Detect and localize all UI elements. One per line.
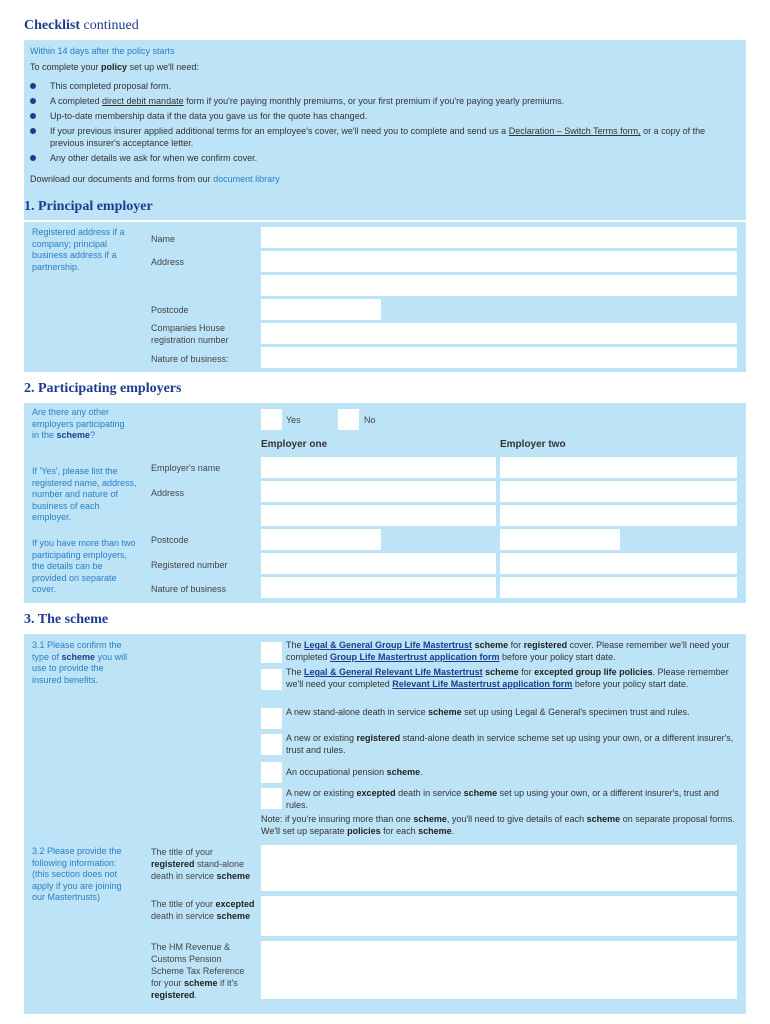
label-text: .	[194, 990, 198, 1000]
scheme-title: 3. The scheme	[24, 612, 109, 627]
opt-text: A new or existing	[286, 733, 357, 743]
principal-address-field-2[interactable]	[261, 275, 737, 296]
note-text: for each	[380, 825, 419, 836]
participating-panel	[24, 403, 746, 603]
option-registered-own-text	[286, 733, 741, 756]
question-text: Are there any other employers participating in the	[32, 407, 125, 440]
no-checkbox[interactable]	[338, 409, 359, 430]
nature-label: Nature of business:	[151, 354, 229, 364]
employer-two-address-field-1[interactable]	[500, 481, 737, 502]
direct-debit-link[interactable]: direct debit mandate	[102, 96, 184, 106]
no-label: No	[364, 415, 376, 425]
bullet-icon	[30, 83, 36, 89]
participating-title: 2. Participating employers	[24, 381, 182, 396]
registered-number-label: Registered number	[151, 560, 228, 570]
note-text: , you'll need to give details of each	[446, 814, 587, 824]
excepted-scheme-title-field[interactable]	[261, 896, 737, 936]
label-text: if it's	[217, 978, 238, 988]
download-text: Download our documents and forms from our	[30, 174, 214, 184]
relevant-life-application-link[interactable]: Relevant Life Mastertrust application form	[392, 678, 573, 689]
opt-text: for	[518, 667, 535, 677]
name-label: Name	[151, 234, 176, 244]
list-item	[30, 95, 740, 107]
opt-text: set up using Legal & General's specimen trust and rules.	[461, 707, 690, 717]
group-life-mastertrust-link[interactable]: Legal & General Group Life Mastertrust	[304, 640, 473, 650]
list-item	[30, 125, 740, 149]
option-group-life-checkbox[interactable]	[261, 642, 282, 663]
label-bold: scheme	[184, 978, 218, 988]
postcode-label: Postcode	[151, 305, 189, 315]
scheme-note	[261, 814, 741, 837]
registered-scheme-title-field[interactable]	[261, 845, 737, 891]
option-relevant-life-text	[286, 667, 741, 690]
label-text: death in service	[151, 911, 217, 921]
within-14-days: Within 14 days after the policy starts	[30, 46, 175, 56]
employer-two-address-field-2[interactable]	[500, 505, 737, 526]
opt-bold: scheme	[463, 788, 498, 798]
scheme-panel	[24, 634, 746, 1014]
principal-side-note: Registered address if a company; principal business address if a partnership.	[32, 227, 125, 272]
option-occupational-pension-text	[286, 767, 741, 779]
checklist-title	[24, 18, 139, 34]
employer-one-address-field-2[interactable]	[261, 505, 496, 526]
opt-bold: scheme	[428, 707, 462, 717]
opt-text: set up using your own, or a different insurer's, trust and rules.	[286, 788, 719, 810]
opt-bold: scheme	[386, 767, 421, 777]
option-standalone-specimen-text	[286, 707, 741, 719]
note-bold: scheme	[413, 814, 447, 824]
principal-nature-field[interactable]	[261, 347, 737, 368]
employer-two-postcode-field[interactable]	[500, 529, 620, 550]
principal-title: 1. Principal employer	[24, 199, 153, 214]
opt-text: stand-alone death in service scheme set up using your own, or a different insurer's, trust and rules.	[286, 733, 734, 755]
q32-text: 3.2 Please provide the following information: (this section does not apply if you are joining our Mastertrusts)	[32, 846, 122, 902]
employer-one-name-field[interactable]	[261, 457, 496, 478]
opt-text: An occupational pension	[286, 767, 387, 777]
opt-text: The	[286, 667, 305, 677]
employer-nature-label: Nature of business	[151, 584, 227, 594]
opt-text: cover. Please remember we'll need your completed	[286, 640, 730, 662]
label-bold: scheme	[216, 911, 251, 921]
label-bold: registered	[151, 990, 195, 1000]
bullet-text: Up-to-date membership data if the data you gave us for the quote has changed.	[50, 111, 368, 121]
opt-text: death in service	[395, 788, 464, 798]
yes-label: Yes	[286, 415, 301, 425]
bullet-text: or a copy of the previous insurer's acceptance letter.	[50, 126, 706, 148]
list-item	[30, 110, 740, 122]
opt-bold: excepted group life policies	[534, 667, 653, 677]
bullet-text: This completed proposal form.	[50, 81, 172, 91]
employer-two-header: Employer two	[500, 439, 566, 450]
employer-one-header: Employer one	[261, 439, 328, 450]
switch-terms-link[interactable]: Declaration – Switch Terms form,	[508, 126, 641, 136]
opt-text: for	[508, 640, 524, 650]
bullet-icon	[30, 113, 36, 119]
participating-side-if-yes: If 'Yes', please list the registered name, address, number and nature of business of each employer.	[32, 466, 137, 522]
employer-two-registered-field[interactable]	[500, 553, 737, 574]
opt-text: The	[286, 640, 305, 650]
pstr-field[interactable]	[261, 941, 737, 999]
excepted-title-label	[151, 898, 255, 922]
question-end: ?	[90, 430, 96, 440]
checklist-panel	[24, 40, 746, 220]
registered-title-label	[151, 846, 255, 882]
option-occupational-pension-checkbox[interactable]	[261, 762, 282, 783]
note-bold: scheme	[418, 825, 452, 836]
opt-bold: registered	[356, 733, 401, 743]
q31-text	[32, 640, 132, 686]
employer-two-nature-field[interactable]	[500, 577, 737, 598]
opt-text: . Please remember we'll need your completed	[286, 667, 729, 689]
q31-bold: scheme	[61, 651, 96, 662]
label-bold: excepted	[215, 899, 255, 909]
checklist-title-bold: Checklist	[24, 18, 80, 33]
bullet-text: form if you're paying monthly premiums, or your first premium if you're paying yearly premiums.	[183, 96, 565, 106]
employer-one-registered-field[interactable]	[261, 553, 496, 574]
download-line	[30, 174, 280, 184]
companies-house-label: Companies House registration number	[151, 323, 229, 345]
opt-text: .	[420, 767, 423, 777]
bullet-icon	[30, 98, 36, 104]
checklist-bullets	[30, 80, 740, 167]
employer-address-label: Address	[151, 488, 185, 498]
principal-address-field-1[interactable]	[261, 251, 737, 272]
address-label: Address	[151, 257, 185, 267]
option-registered-own-checkbox[interactable]	[261, 734, 282, 755]
intro-bold: policy	[101, 62, 128, 72]
note-text: Note: if you're insuring more than one	[261, 814, 414, 824]
opt-text: A new stand-alone death in service	[286, 707, 429, 717]
bullet-text: If your previous insurer applied additional terms for an employee's cover, we'll need you to complete and send us a	[50, 126, 509, 136]
opt-text: A new or existing	[286, 788, 357, 798]
bullet-icon	[30, 128, 36, 134]
intro-post: set up we'll need:	[127, 62, 199, 72]
q31-pre: 3.1 Please confirm the type of	[32, 640, 122, 662]
employer-postcode-label: Postcode	[151, 535, 189, 545]
principal-postcode-field[interactable]	[261, 299, 381, 320]
option-excepted-own-text	[286, 788, 741, 811]
question-bold: scheme	[56, 430, 91, 440]
companies-house-field[interactable]	[261, 323, 737, 344]
employer-one-postcode-field[interactable]	[261, 529, 381, 550]
principal-name-field[interactable]	[261, 227, 737, 248]
label-text: stand-alone death in service	[151, 859, 245, 881]
employer-two-name-field[interactable]	[500, 457, 737, 478]
opt-text: before your policy start date.	[499, 651, 616, 662]
yes-checkbox[interactable]	[261, 409, 282, 430]
intro-pre: To complete your	[30, 62, 102, 72]
group-life-application-link[interactable]: Group Life Mastertrust application form	[330, 651, 500, 662]
label-text: The HM Revenue & Customs Pension Scheme Tax Reference for your	[151, 942, 245, 988]
note-bold: scheme	[586, 814, 621, 824]
principal-panel	[24, 222, 746, 372]
label-bold: registered	[151, 859, 195, 869]
participating-side-more: If you have more than two participating employers, the details can be provided on separate cover.	[32, 538, 136, 594]
opt-text: before your policy start date.	[572, 678, 689, 689]
pstr-label	[151, 941, 255, 1001]
employer-name-label: Employer's name	[151, 463, 221, 473]
document-library-link[interactable]: document library	[213, 174, 280, 184]
checklist-title-light: continued	[83, 18, 139, 33]
label-bold: scheme	[216, 871, 251, 881]
opt-bold: excepted	[356, 788, 396, 798]
employer-one-address-field-1[interactable]	[261, 481, 496, 502]
option-standalone-specimen-checkbox[interactable]	[261, 708, 282, 729]
opt-bold: registered	[523, 640, 568, 650]
participating-question	[32, 407, 132, 442]
option-excepted-own-checkbox[interactable]	[261, 788, 282, 809]
checklist-intro	[30, 62, 199, 72]
q31-post: you will use to provide the insured benefits.	[32, 651, 128, 685]
relevant-life-mastertrust-link[interactable]: Legal & General Relevant Life Mastertrust	[304, 667, 483, 677]
bullet-icon	[30, 155, 36, 161]
note-bold: policies	[347, 825, 381, 836]
option-relevant-life-checkbox[interactable]	[261, 669, 282, 690]
opt-bold: scheme	[482, 667, 519, 677]
bullet-text: Any other details we ask for when we confirm cover.	[50, 153, 258, 163]
list-item	[30, 152, 740, 164]
note-text: .	[451, 825, 455, 836]
opt-bold: scheme	[472, 640, 509, 650]
label-text: The title of your	[151, 847, 214, 857]
label-text: The title of your	[151, 899, 216, 909]
option-group-life-text	[286, 640, 741, 663]
bullet-text: A completed	[50, 96, 103, 106]
list-item	[30, 80, 740, 92]
note-text: on separate proposal forms. We'll set up separate	[261, 814, 735, 836]
employer-one-nature-field[interactable]	[261, 577, 496, 598]
